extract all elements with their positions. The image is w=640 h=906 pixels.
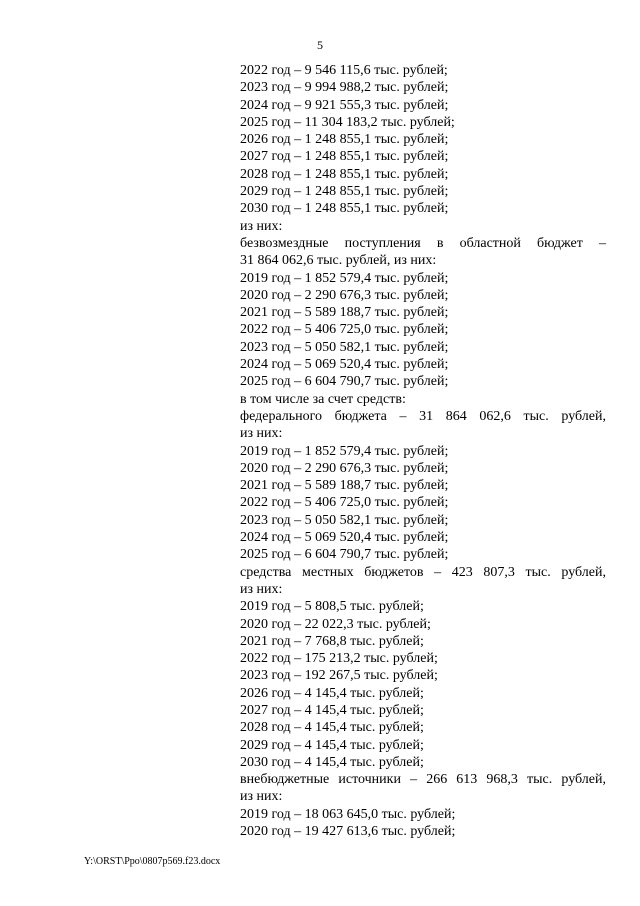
text-line: 31 864 062,6 тыс. рублей, из них: [240, 253, 437, 269]
text-line: 2019 год – 1 852 579,4 тыс. рублей; [240, 443, 449, 459]
text-line: 2022 год – 9 546 115,6 тыс. рублей; [240, 63, 448, 78]
text-line: 2019 год – 1 852 579,4 тыс. рублей; [240, 270, 449, 286]
text-line: 2022 год – 175 213,2 тыс. рублей; [240, 651, 438, 667]
text-line: 2029 год – 4 145,4 тыс. рублей; [240, 737, 424, 753]
text-line: в том числе за счет средств: [240, 391, 406, 407]
text-line: 2024 год – 5 069 520,4 тыс. рублей; [240, 530, 449, 546]
text-line: 2021 год – 7 768,8 тыс. рублей; [240, 633, 424, 649]
text-line-justified: внебюджетные источники – 266 613 968,3 тыс. рублей, [240, 772, 606, 788]
text-line-justified: федерального бюджета – 31 864 062,6 тыс. рублей, [240, 408, 606, 424]
text-line: 2027 год – 4 145,4 тыс. рублей; [240, 702, 424, 718]
text-line: 2030 год – 4 145,4 тыс. рублей; [240, 754, 424, 770]
text-line: 2028 год – 4 145,4 тыс. рублей; [240, 720, 424, 736]
text-line: 2019 год – 18 063 645,0 тыс. рублей; [240, 806, 456, 822]
text-line-justified: безвозмездные поступления в областной бюджет – [240, 235, 606, 251]
text-line: 2020 год – 22 022,3 тыс. рублей; [240, 616, 431, 632]
file-path-footer: Y:\ORST\Ppo\0807p569.f23.docx [84, 856, 221, 867]
text-line: 2024 год – 5 069 520,4 тыс. рублей; [240, 357, 449, 373]
text-line: 2021 год – 5 589 188,7 тыс. рублей; [240, 478, 449, 494]
text-line: 2021 год – 5 589 188,7 тыс. рублей; [240, 305, 449, 321]
text-line: из них: [240, 426, 283, 442]
page-number: 5 [317, 38, 323, 52]
text-line: 2020 год – 19 427 613,6 тыс. рублей; [240, 824, 456, 840]
text-line: 2026 год – 4 145,4 тыс. рублей; [240, 685, 424, 701]
text-line: 2023 год – 5 050 582,1 тыс. рублей; [240, 339, 449, 355]
text-line: 2025 год – 11 304 183,2 тыс. рублей; [240, 114, 455, 130]
text-line: 2029 год – 1 248 855,1 тыс. рублей; [240, 184, 449, 200]
text-line: 2023 год – 5 050 582,1 тыс. рублей; [240, 512, 449, 528]
text-line: 2024 год – 9 921 555,3 тыс. рублей; [240, 97, 449, 113]
text-line: из них: [240, 218, 283, 234]
document-body [240, 62, 606, 840]
text-line: 2027 год – 1 248 855,1 тыс. рублей; [240, 149, 449, 165]
text-line: из них: [240, 789, 283, 805]
text-line: 2028 год – 1 248 855,1 тыс. рублей; [240, 166, 449, 182]
text-line: 2030 год – 1 248 855,1 тыс. рублей; [240, 201, 449, 217]
text-line: 2020 год – 2 290 676,3 тыс. рублей; [240, 460, 449, 476]
text-line: 2025 год – 6 604 790,7 тыс. рублей; [240, 374, 449, 390]
text-line: 2022 год – 5 406 725,0 тыс. рублей; [240, 322, 449, 338]
text-line: 2026 год – 1 248 855,1 тыс. рублей; [240, 132, 449, 148]
text-line: 2019 год – 5 808,5 тыс. рублей; [240, 599, 424, 615]
text-line: 2025 год – 6 604 790,7 тыс. рублей; [240, 547, 449, 563]
text-line: 2020 год – 2 290 676,3 тыс. рублей; [240, 287, 449, 303]
text-line: 2022 год – 5 406 725,0 тыс. рублей; [240, 495, 449, 511]
text-line: 2023 год – 192 267,5 тыс. рублей; [240, 668, 438, 684]
text-line-justified: средства местных бюджетов – 423 807,3 тыс. рублей, [240, 564, 606, 580]
text-line: из них: [240, 581, 283, 597]
text-line: 2023 год – 9 994 988,2 тыс. рублей; [240, 80, 449, 96]
